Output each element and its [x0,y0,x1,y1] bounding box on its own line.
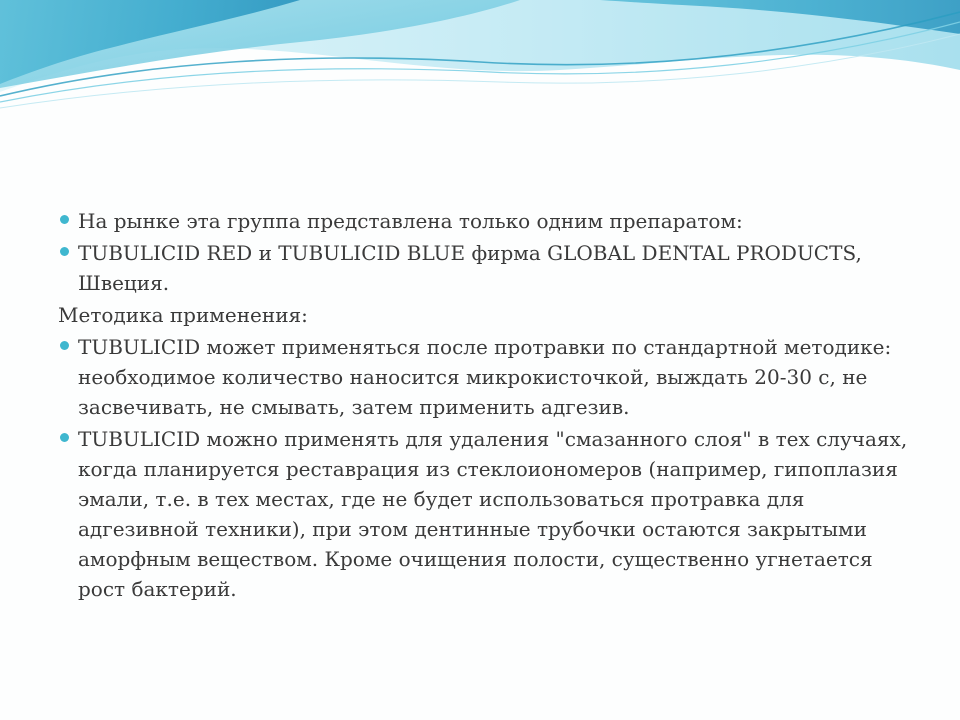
paragraph-text: TUBULICID может применяться после протравки по стандартной методике: необходимое количество наносится микрокисточкой, выждать 20-30 с, не засвечивать, не смывать, затем применить адгезив. [78,335,892,419]
paragraph-text: TUBULICID RED и TUBULICID BLUE фирма GLOBAL DENTAL PRODUCTS, Швеция. [78,241,862,295]
bullet-paragraph-etching [58,332,908,422]
section-heading-method [58,300,908,330]
wave-header-decoration [0,0,960,120]
bullet-paragraph-smear-layer [58,424,908,604]
bullet-paragraph-products [58,238,908,298]
paragraph-text: На рынке эта группа представлена только одним препаратом: [78,209,743,233]
paragraph-text: Методика применения: [58,303,308,327]
bullet-dot-icon [60,433,69,442]
bullet-dot-icon [60,341,69,350]
bullet-dot-icon [60,215,69,224]
paragraph-text: TUBULICID можно применять для удаления "смазанного слоя" в тех случаях, когда планируется реставрация из стеклоиономеров (например, гипоплазия эмали, т.е. в тех местах, где не будет использоваться протравка для адгезивной техники), при этом дентинные трубочки остаются закрытыми аморфным веществом. Кроме очищения полости, существенно угнетается рост бактерий. [78,427,908,601]
slide-body [58,206,908,606]
bullet-dot-icon [60,247,69,256]
bullet-paragraph-market [58,206,908,236]
